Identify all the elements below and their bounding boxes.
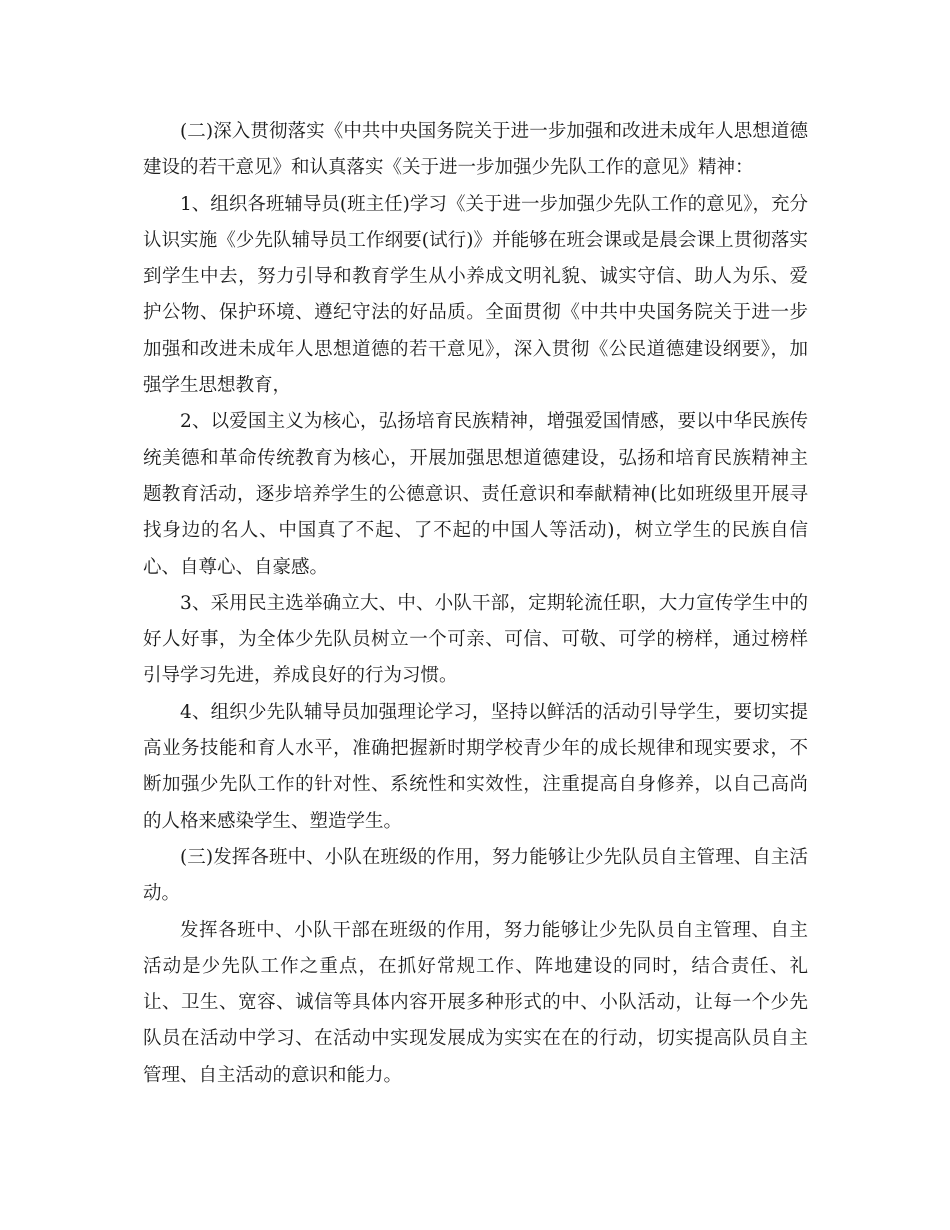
paragraph-item-1: 1、组织各班辅导员(班主任)学习《关于进一步加强少先队工作的意见》，充分认识实施《少先队辅导员工作纲要(试行)》并能够在班会课或是晨会课上贯彻落实到学生中去，努力引导和教育学生从小养成文明礼貌、诚实守信、助人为乐、爱护公物、保护环境、遵纪守法的好品质。全面贯彻《中共中央国务院关于进一步加强和改进未成年人思想道德的若干意见》，深入贯彻《公民道德建设纲要》，加强学生思想教育，	[143, 193, 808, 397]
paragraph-item-3: 3、采用民主选举确立大、中、小队干部，定期轮流任职，大力宣传学生中的好人好事，为全体少先队员树立一个可亲、可信、可敬、可学的榜样，通过榜样引导学习先进，养成良好的行为习惯。	[143, 592, 808, 687]
document-body	[143, 114, 808, 1094]
paragraph-section-2-heading: (二)深入贯彻落实《中共中央国务院关于进一步加强和改进未成年人思想道德建设的若干意见》和认真落实《关于进一步加强少先队工作的意见》精神：	[143, 121, 808, 179]
paragraph-section-3-body: 发挥各班中、小队干部在班级的作用，努力能够让少先队员自主管理、自主活动是少先队工作之重点，在抓好常规工作、阵地建设的同时，结合责任、礼让、卫生、宽容、诚信等具体内容开展多种形式的中、小队活动，让每一个少先队员在活动中学习、在活动中实现发展成为实实在在的行动，切实提高队员自主管理、自主活动的意识和能力。	[143, 919, 808, 1086]
paragraph-item-2: 2、以爱国主义为核心，弘扬培育民族精神，增强爱国情感，要以中华民族传统美德和革命传统教育为核心，开展加强思想道德建设，弘扬和培育民族精神主题教育活动，逐步培养学生的公德意识、责任意识和奉献精神(比如班级里开展寻找身边的名人、中国真了不起、了不起的中国人等活动)，树立学生的民族自信心、自尊心、自豪感。	[143, 411, 808, 578]
paragraph-item-4: 4、组织少先队辅导员加强理论学习，坚持以鲜活的活动引导学生，要切实提高业务技能和育人水平，准确把握新时期学校青少年的成长规律和现实要求，不断加强少先队工作的针对性、系统性和实效性，注重提高自身修养，以自己高尚的人格来感染学生、塑造学生。	[143, 701, 808, 832]
paragraph-section-3-heading: (三)发挥各班中、小队在班级的作用，努力能够让少先队员自主管理、自主活动。	[143, 846, 808, 905]
